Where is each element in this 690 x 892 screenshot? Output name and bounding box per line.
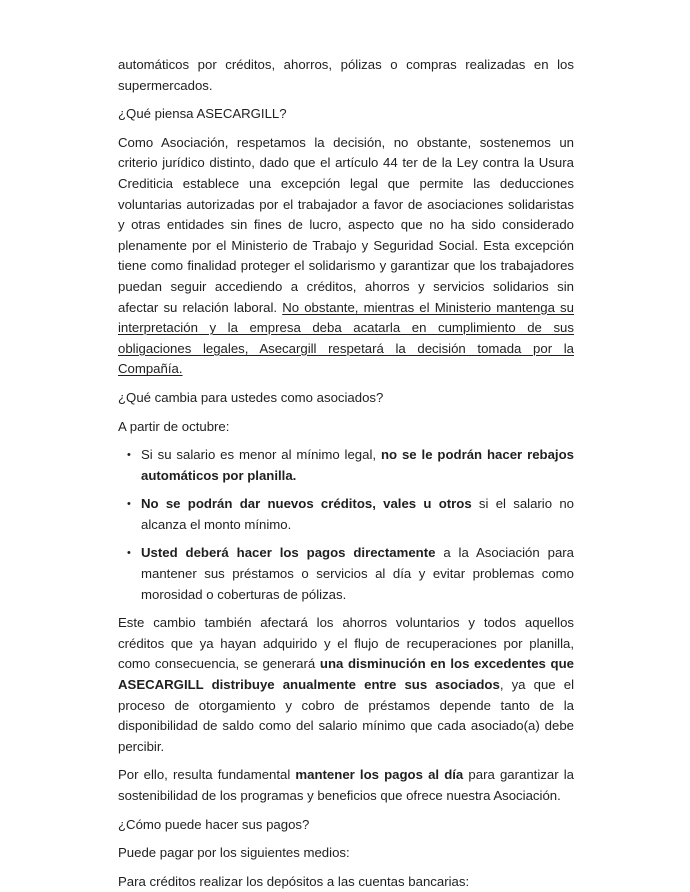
- bold-run: Usted deberá hacer los pagos directamente: [141, 545, 436, 561]
- document-content: [118, 55, 574, 892]
- text-run: A partir de octubre:: [118, 418, 230, 434]
- paragraph-cambio: [118, 613, 574, 757]
- text-run: Si su salario es menor al mínimo legal,: [141, 447, 381, 463]
- text-run: automáticos por créditos, ahorros, pólizas o compras realizadas en los supermercados.: [118, 57, 574, 93]
- section-heading-que-piensa: [118, 104, 574, 125]
- text-run: para garantizar la sostenibilidad de los programas y beneficios que ofrece nuestra Asociación.: [118, 767, 574, 803]
- bullet-text: [141, 494, 574, 535]
- text-run: Como Asociación, respetamos la decisión, no obstante, sostenemos un criterio jurídico distinto, dado que el artículo 44 ter de la Ley contra la Usura Crediticia establece una excepción legal que permite las deducciones voluntarias autorizadas por el trabajador a favor de asociaciones solidaristas y otras entidades sin fines de lucro, aspecto que no ha sido considerado plenamente por el Ministerio de Trabajo y Seguridad Social. Esta excepción tiene como finalidad proteger el solidarismo y garantizar que los trabajadores puedan seguir accediendo a créditos, ahorros y servicios solidarios sin afectar su relación laboral.: [118, 134, 574, 315]
- bullet-icon: •: [127, 547, 131, 560]
- paragraph-creditos-depositos: [118, 872, 574, 892]
- bold-run: una disminución en los excedentes que ASECARGILL distribuye anualmente entre sus asociados: [118, 656, 574, 693]
- bullet-list: [118, 445, 574, 605]
- text-run: a la Asociación para mantener sus préstamos o servicios al día y evitar problemas como morosidad o coberturas de pólizas.: [141, 545, 575, 602]
- text-run: ¿Qué cambia para ustedes como asociados?: [118, 389, 384, 405]
- text-run: Este cambio también afectará los ahorros voluntarios y todos aquellos créditos que ya hayan adquirido y el flujo de recuperaciones por planilla, como consecuencia, se generará: [118, 615, 574, 672]
- paragraph-por-ello: [118, 765, 574, 806]
- text-run: ¿Qué piensa ASECARGILL?: [118, 106, 287, 122]
- bullet-item-salario: [118, 445, 574, 486]
- section-heading-que-cambia: [118, 388, 574, 409]
- text-run: Puede pagar por los siguientes medios:: [118, 845, 350, 861]
- text-run: Para créditos realizar los depósitos a las cuentas bancarias:: [118, 873, 470, 889]
- bullet-text: [141, 445, 574, 486]
- paragraph-octubre: [118, 417, 574, 438]
- bullet-icon: •: [127, 449, 131, 462]
- text-run: si el salario no alcanza el monto mínimo.: [141, 496, 574, 532]
- bold-run: mantener los pagos al día: [295, 767, 464, 783]
- paragraph-medios: [118, 843, 574, 864]
- text-run: ¿Cómo puede hacer sus pagos?: [118, 816, 310, 832]
- bold-run: no se le podrán hacer rebajos automáticos por planilla.: [141, 447, 574, 483]
- paragraph-asociacion: [118, 133, 574, 380]
- section-heading-como-pagar: [118, 815, 574, 836]
- text-run: , ya que el proceso de otorgamiento y cobro de préstamos depende tanto de la disponibilidad de saldo como del salario mínimo que cada asociado(a) debe percibir.: [118, 677, 574, 754]
- text-run: Por ello, resulta fundamental: [118, 767, 296, 783]
- bullet-item-pagos: [118, 543, 574, 605]
- bullet-text: [141, 543, 574, 605]
- underlined-run: No obstante, mientras el Ministerio mantenga su interpretación y la empresa deba acatarla en cumplimiento de sus obligaciones legales, Asecargill respetará la decisión tomada por la Compañía.: [118, 299, 574, 377]
- bullet-item-creditos: [118, 494, 574, 535]
- bold-run: No se podrán dar nuevos créditos, vales u otros: [141, 496, 472, 512]
- paragraph-intro: [118, 55, 574, 96]
- bullet-icon: •: [127, 498, 131, 511]
